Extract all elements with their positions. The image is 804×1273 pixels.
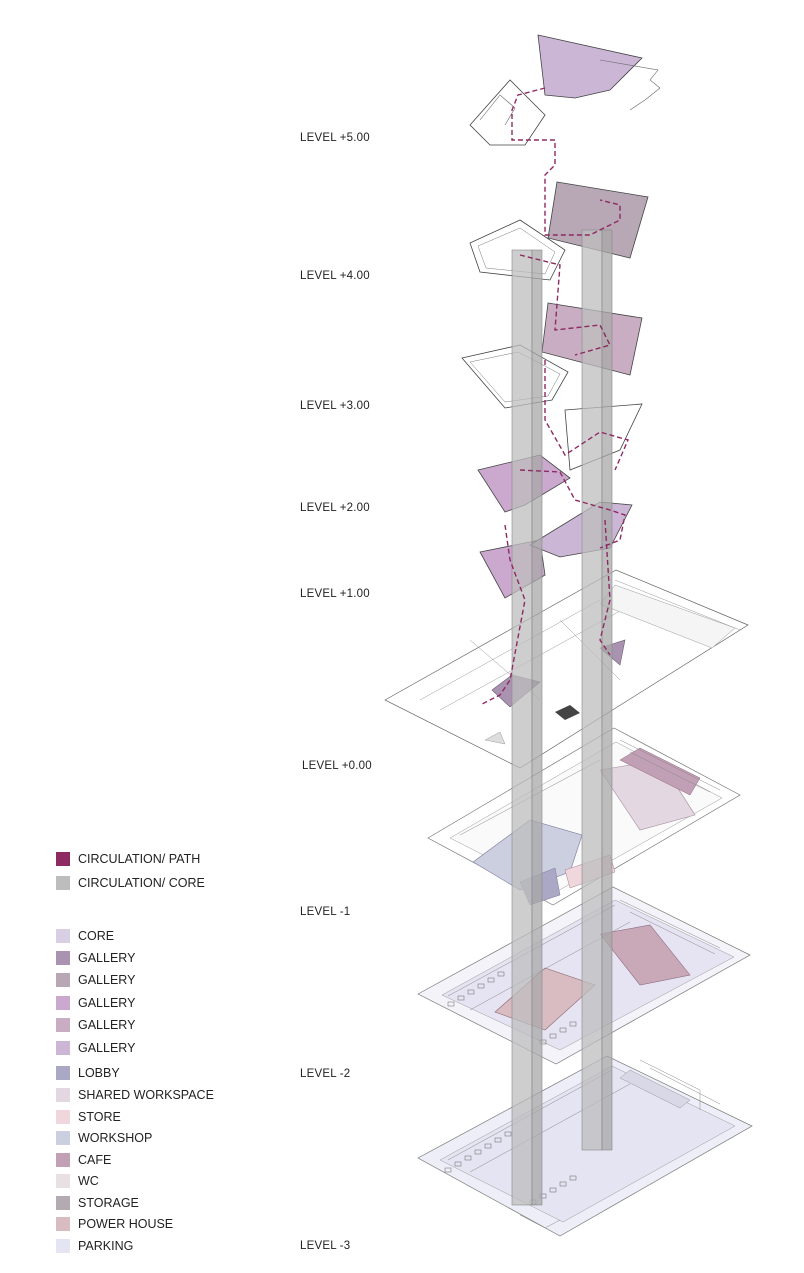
- legend-item-parking: [56, 1237, 133, 1255]
- level-label-minus-1: LEVEL -1: [300, 906, 351, 918]
- legend-item-shared-workspace: [56, 1086, 214, 1104]
- legend-swatch: [56, 1131, 70, 1145]
- legend-swatch: [56, 973, 70, 987]
- level-label-plus-4: LEVEL +4.00: [300, 270, 370, 282]
- legend-swatch: [56, 929, 70, 943]
- legend-item-cafe: [56, 1151, 111, 1169]
- plate-level-2: [478, 404, 642, 512]
- legend-item-circulation-core: [56, 874, 205, 892]
- legend-swatch: [56, 1217, 70, 1231]
- level-label-minus-2: LEVEL -2: [300, 1068, 351, 1080]
- legend-swatch: [56, 1088, 70, 1102]
- legend-label: CORE: [78, 929, 115, 943]
- legend-swatch: [56, 1041, 70, 1055]
- legend-swatch: [56, 1239, 70, 1253]
- legend-label: WORKSHOP: [78, 1131, 153, 1145]
- legend-item-power-house: [56, 1215, 173, 1233]
- plate-level-3: [462, 303, 642, 408]
- legend-label: STORE: [78, 1110, 121, 1124]
- level-label-plus-1: LEVEL +1.00: [300, 588, 370, 600]
- legend-item-storage: [56, 1194, 139, 1212]
- legend-item-store: [56, 1108, 121, 1126]
- legend-swatch: [56, 1110, 70, 1124]
- plate-level-5: [470, 35, 660, 145]
- legend-item-gallery-4: [56, 1016, 135, 1034]
- legend-label: GALLERY: [78, 1041, 136, 1055]
- legend-label: WC: [78, 1174, 99, 1188]
- legend-item-gallery-1: [56, 949, 135, 967]
- legend-item-gallery-5: [56, 1039, 135, 1057]
- legend-item-lobby: [56, 1064, 120, 1082]
- legend-label: GALLERY: [78, 973, 136, 987]
- legend-item-gallery-2: [56, 971, 135, 989]
- plate-level-0: [385, 570, 748, 768]
- legend-label: CAFE: [78, 1153, 112, 1167]
- legend-item-circulation-path: [56, 850, 200, 868]
- legend-swatch: [56, 996, 70, 1010]
- legend-label: GALLERY: [78, 951, 136, 965]
- legend-label: POWER HOUSE: [78, 1217, 174, 1231]
- legend-swatch: [56, 951, 70, 965]
- legend-label: PARKING: [78, 1239, 134, 1253]
- legend-swatch: [56, 1018, 70, 1032]
- legend-swatch: [56, 1196, 70, 1210]
- legend-label: CIRCULATION/ PATH: [78, 852, 201, 866]
- legend-item-gallery-3: [56, 994, 135, 1012]
- level-label-plus-2: LEVEL +2.00: [300, 502, 370, 514]
- legend-label: GALLERY: [78, 996, 136, 1010]
- legend-label: GALLERY: [78, 1018, 136, 1032]
- legend-label: CIRCULATION/ CORE: [78, 876, 205, 890]
- legend-item-wc: [56, 1172, 99, 1190]
- legend-swatch: [56, 1066, 70, 1080]
- legend-item-workshop: [56, 1129, 152, 1147]
- level-label-plus-3: LEVEL +3.00: [300, 400, 370, 412]
- legend-item-core: [56, 927, 114, 945]
- level-label-0: LEVEL +0.00: [302, 760, 372, 772]
- legend-swatch: [56, 1174, 70, 1188]
- legend-label: STORAGE: [78, 1196, 139, 1210]
- legend-swatch: [56, 1153, 70, 1167]
- legend-label: LOBBY: [78, 1066, 120, 1080]
- level-label-minus-3: LEVEL -3: [300, 1240, 351, 1252]
- legend-label: SHARED WORKSPACE: [78, 1088, 214, 1102]
- legend-swatch: [56, 852, 70, 866]
- legend-swatch: [56, 876, 70, 890]
- level-label-plus-5: LEVEL +5.00: [300, 132, 370, 144]
